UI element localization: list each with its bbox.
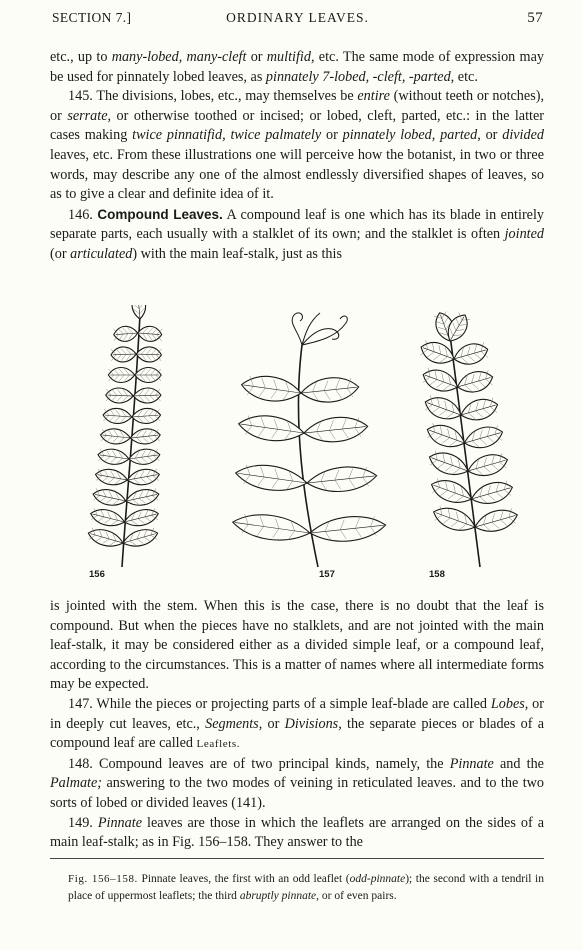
leaflet	[306, 464, 378, 495]
leaflet	[105, 388, 133, 404]
paragraph-continued: etc., up to many-lobed, many-cleft or multifid, etc. The same mode of expression may be used for pinnately lobed leaves, as pinnately 7-lobed, -cleft, -parted, etc.	[50, 49, 544, 85]
leaflet	[92, 487, 128, 509]
figure-pinnate-leaves	[60, 305, 540, 590]
leaflet	[231, 510, 312, 545]
chapter-title: ORDINARY LEAVES.	[226, 10, 369, 25]
leaflet	[469, 478, 515, 508]
running-head	[52, 10, 543, 30]
paragraph-149: 149. Pinnate leaves are those in which the leaflets are arranged on the sides of a main leaf-stalk; as in Fig. 156–158. They answer to the	[50, 814, 545, 851]
leaflet	[100, 427, 131, 445]
leaflet	[94, 467, 129, 487]
footnote-rule	[50, 858, 544, 859]
tendril	[302, 316, 347, 345]
leaflet	[455, 368, 495, 397]
leaflet	[108, 368, 134, 383]
leaflet	[123, 506, 160, 529]
leaflet	[86, 526, 125, 550]
section-label: SECTION 7.]	[52, 10, 132, 25]
paragraph-146: 146. Compound Leaves. A compound leaf is one which has its blade in entirely separate parts, each usually with a stalklet of its own; and the stalklet is often jointed (or articulated) with the main leaf-stalk, just as this	[50, 206, 544, 262]
leaflet	[126, 467, 161, 487]
leaflet	[300, 375, 360, 405]
leaflet	[234, 461, 309, 495]
rachis-158	[450, 335, 480, 567]
leaflet	[131, 408, 161, 425]
text-block-bottom	[50, 597, 544, 853]
paragraph-145: 145. The divisions, lobes, etc., may themselves be entire (without teeth or notches), or serrate, or otherwise toothed or incised; or lobed, cleft, parted, etc.: in the latter cases making twice pinnatifid, twice palmately or pinnately lobed, parted, or divided leaves, etc. From these illustrations one will perceive how the botanist, in two or three words, may describe any one of the almost endlessly diversified shapes of leaves, so as to give a clear and definite idea of it.	[50, 88, 544, 203]
leaflet	[465, 450, 510, 480]
leaflet	[309, 513, 387, 545]
leaflet	[462, 423, 505, 453]
leaflet	[135, 368, 161, 383]
leaflet	[124, 487, 160, 509]
leaflet	[240, 373, 303, 405]
leaflet	[89, 506, 126, 529]
leaflet	[130, 427, 161, 445]
section-heading: Compound Leaves.	[97, 206, 223, 222]
paragraph-147: 147. While the pieces or projecting parts of a simple leaf-blade are called Lobes, or in deeply cut leaves, etc., Segments, or Divisions, the separate pieces or blades of a compound leaf are called Leaflets.	[50, 695, 544, 752]
leaflet	[472, 505, 520, 536]
figure-label-157: 157	[319, 569, 335, 580]
leaflet	[428, 475, 475, 508]
leaflet	[111, 347, 137, 363]
tendril	[302, 313, 320, 345]
tendril	[292, 313, 302, 345]
leaflet	[430, 503, 478, 536]
leaflet	[451, 340, 490, 368]
leaflet	[113, 326, 138, 343]
leaflet	[237, 412, 306, 445]
leaflet	[121, 526, 160, 550]
figure-label-158: 158	[429, 569, 445, 580]
text-block-top	[50, 48, 544, 265]
leaflet	[103, 408, 133, 425]
figure-caption: Fig. 156–158. Pinnate leaves, the first with an odd leaflet (odd-pinnate); the second with a tendril in place of uppermost leaflets; the third abruptly pinnate, or of even pairs.	[68, 873, 544, 902]
leaflet	[458, 395, 500, 424]
leaflet	[137, 326, 162, 343]
leaflet	[97, 447, 130, 466]
leaflet	[136, 347, 162, 363]
leaf-illustrations	[60, 305, 540, 590]
leaflet	[303, 414, 369, 445]
page-number: 57	[527, 10, 543, 26]
leaflet	[133, 388, 161, 404]
paragraph-148: 148. Compound leaves are of two principal kinds, namely, the Pinnate and the Palmate; answering to the two modes of veining in reticulated leaves. and to the two sorts of lobed or divided leaves (141).	[50, 755, 544, 811]
paragraph-146-continued: is jointed with the stem. When this is the case, there is no doubt that the leaf is compound. But when the pieces have no stalklets, and are not jointed with the main leaf-stalk, it may be considered either as a divided simple leaf, or a compound leaf, according to the circumstances. This is a matter of names where all intermediate forms may be expected.	[50, 598, 544, 693]
figure-label-156: 156	[89, 569, 105, 580]
tendril	[302, 329, 339, 345]
leaflet	[128, 447, 161, 466]
leaflet	[131, 305, 147, 320]
